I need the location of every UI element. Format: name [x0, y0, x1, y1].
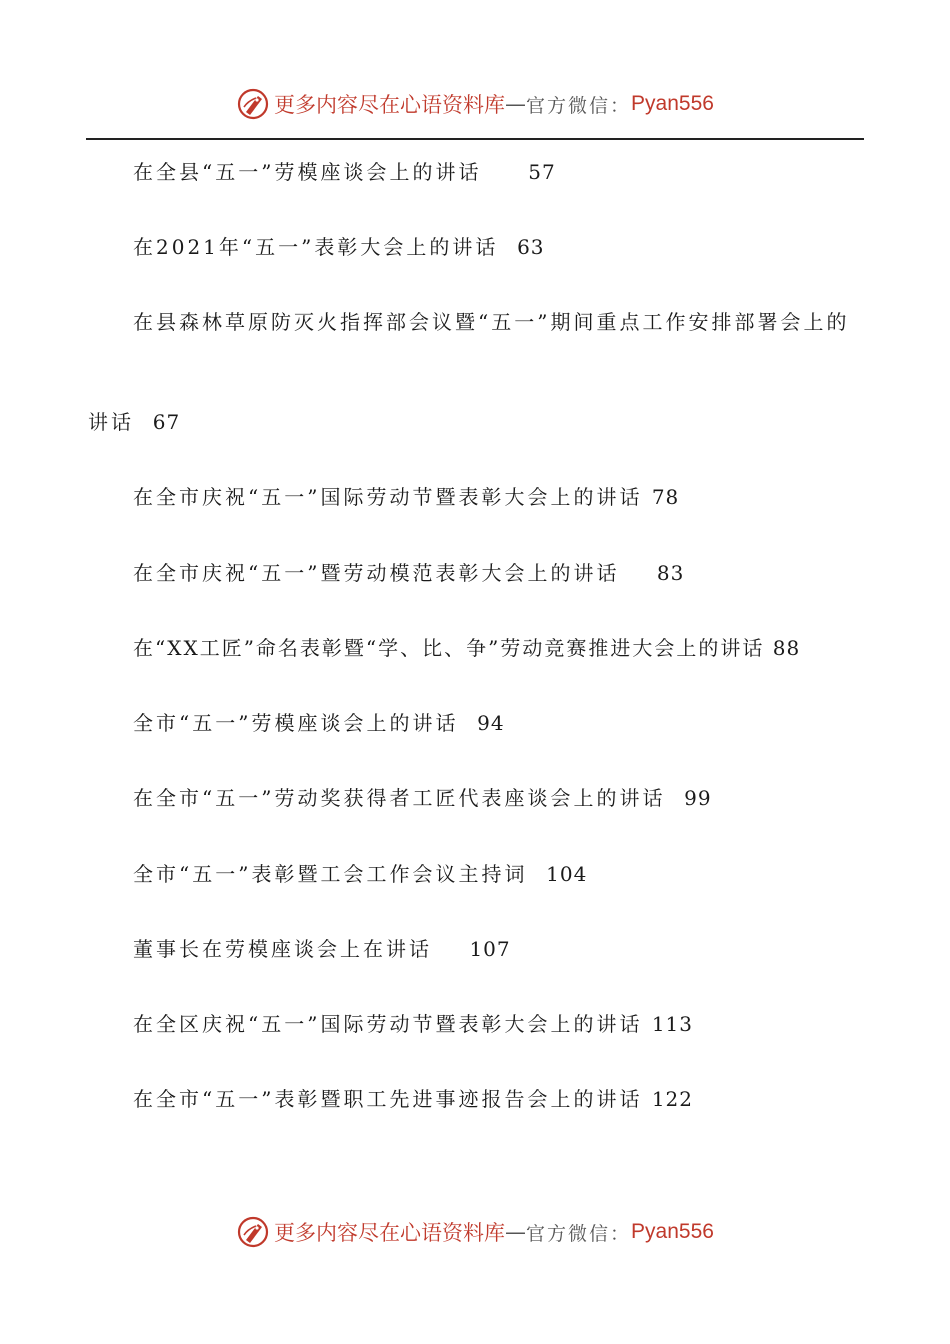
banner-account-id: Pyan556: [631, 1220, 714, 1243]
toc-entry[interactable]: [133, 561, 684, 585]
toc-entry[interactable]: [133, 862, 587, 886]
toc-entry[interactable]: [133, 235, 545, 259]
toc-entry-page: 83: [656, 561, 685, 585]
toc-entry-page: 67: [152, 410, 181, 434]
header-banner: [0, 84, 950, 124]
toc-entry-gap: [665, 786, 684, 810]
toc-entry-title: 在全市庆祝“五一”国际劳动节暨表彰大会上的讲话: [133, 485, 643, 509]
banner-main-text: 更多内容尽在心语资料库: [274, 1221, 506, 1245]
toc-entry-page: 88: [772, 636, 801, 660]
toc-entry-title: 在县森林草原防灭火指挥部会议暨“五一”期间重点工作安排部署会上的: [133, 310, 850, 334]
toc-entry-title: 全市“五一”表彰暨工会工作会议主持词: [133, 862, 528, 886]
toc-entry-page: 113: [651, 1012, 693, 1036]
toc-entry-title: 董事长在劳模座谈会上在讲话: [133, 937, 432, 961]
header-divider: [86, 138, 864, 140]
toc-entry[interactable]: [133, 636, 800, 660]
toc-entry[interactable]: [133, 786, 712, 810]
toc-entry-page: 57: [528, 160, 556, 184]
toc-entry[interactable]: [133, 1087, 693, 1111]
toc-entry-title: 在全市“五一”劳动奖获得者工匠代表座谈会上的讲话: [133, 786, 666, 810]
toc-entry-title: 讲话: [88, 410, 134, 434]
footer-banner: [0, 1212, 950, 1252]
toc-entry-gap: [764, 636, 772, 660]
toc-entry-gap: [642, 1012, 651, 1036]
banner-account-id: Pyan556: [631, 92, 714, 115]
banner-main-text: 更多内容尽在心语资料库: [274, 93, 506, 117]
toc-entry-page: 99: [684, 786, 712, 810]
banner-official-label: 官方微信：: [526, 1222, 632, 1245]
banner-separator: —: [505, 92, 527, 116]
toc-entry-gap: [642, 485, 651, 509]
toc-entry-title: 全市“五一”劳模座谈会上的讲话: [133, 711, 459, 735]
toc-entry-title: 在2021年“五一”表彰大会上的讲话: [133, 235, 499, 259]
toc-entry-page: 78: [651, 485, 680, 509]
toc-entry-title: 在全市“五一”表彰暨职工先进事迹报告会上的讲话: [133, 1087, 643, 1111]
banner-separator: —: [505, 1220, 527, 1244]
toc-entry[interactable]: [133, 1012, 693, 1036]
toc-entry-title: 在全区庆祝“五一”国际劳动节暨表彰大会上的讲话: [133, 1012, 643, 1036]
toc-entry-page: 122: [651, 1087, 693, 1111]
toc-entry[interactable]: [133, 160, 556, 184]
toc-entry-gap: [498, 235, 517, 259]
toc-entry-continuation[interactable]: [88, 410, 180, 434]
toc-entry-title: 在“XX工匠”命名表彰暨“学、比、争”劳动竞赛推进大会上的讲话: [133, 636, 765, 660]
toc-entry-gap: [432, 937, 469, 961]
toc-entry-gap: [527, 862, 546, 886]
toc-entry[interactable]: [133, 937, 511, 961]
pen-nib-icon: [236, 87, 270, 121]
banner-official-label: 官方微信：: [526, 94, 632, 117]
toc-entry-page: 94: [477, 711, 505, 735]
toc-entry-title: 在全市庆祝“五一”暨劳动模范表彰大会上的讲话: [133, 561, 620, 585]
toc-entry-page: 104: [546, 862, 588, 886]
toc-entry-gap: [134, 410, 153, 434]
toc-entry-page: 63: [517, 235, 545, 259]
toc-entry-gap: [642, 1087, 651, 1111]
toc-entry-gap: [458, 711, 477, 735]
toc-entry-gap: [619, 561, 656, 585]
toc-entry-title: 在全县“五一”劳模座谈会上的讲话: [133, 160, 482, 184]
toc-entry[interactable]: [133, 310, 849, 334]
toc-entry[interactable]: [133, 485, 679, 509]
toc-entry-gap: [481, 160, 528, 184]
pen-nib-icon: [236, 1215, 270, 1249]
toc-entry-page: 107: [469, 937, 511, 961]
toc-entry[interactable]: [133, 711, 505, 735]
